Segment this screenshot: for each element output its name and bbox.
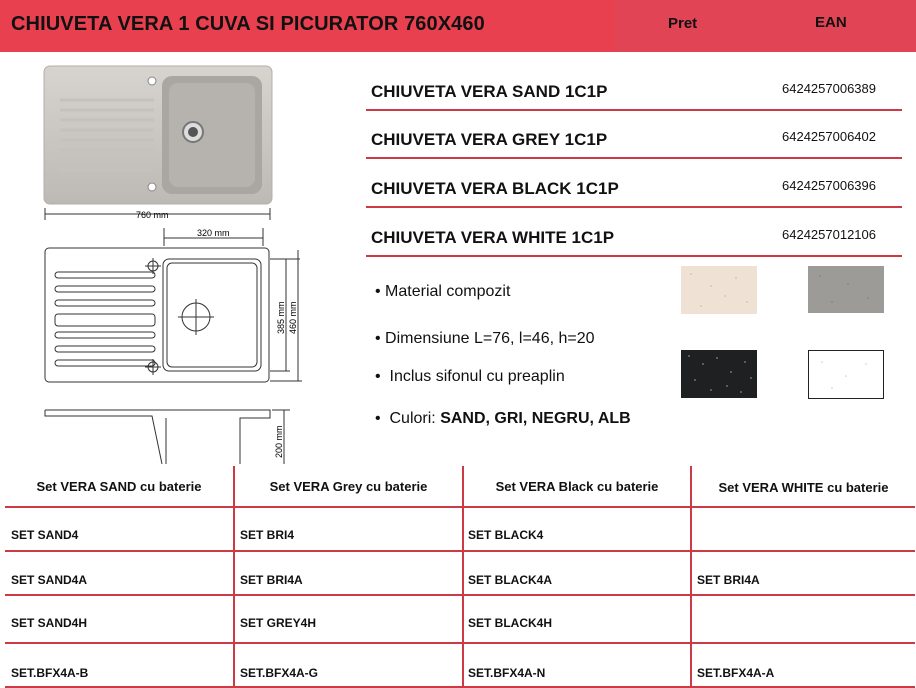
table-cell: SET.BFX4A-G — [240, 666, 319, 680]
table-divider — [462, 506, 690, 508]
swatch-white — [808, 350, 884, 399]
bowl-width-dimension-label: 320 mm — [197, 228, 230, 238]
bowl-depth-dimension-label: 385 mm — [276, 301, 286, 334]
sets-table — [5, 466, 915, 688]
product-ean: 6424257006396 — [782, 178, 876, 193]
table-cell: SET SAND4A — [11, 573, 88, 587]
table-divider — [690, 506, 915, 508]
table-header: Set VERA Grey cu baterie — [269, 479, 428, 494]
product-ean: 6424257012106 — [782, 227, 876, 242]
price-column-label: Pret — [668, 15, 698, 32]
table-header: Set VERA SAND cu baterie — [36, 479, 202, 494]
height-dimension-label: 200 mm — [274, 425, 284, 458]
technical-drawing-side-view — [40, 404, 300, 468]
product-name: CHIUVETA VERA SAND 1C1P — [371, 82, 608, 101]
product-row — [366, 61, 902, 111]
table-cell: SET GREY4H — [240, 616, 317, 630]
table-cell: SET BLACK4A — [468, 573, 553, 587]
table-cell: SET SAND4H — [11, 616, 88, 630]
header-price-column — [614, 0, 916, 52]
page-title: CHIUVETA VERA 1 CUVA SI PICURATOR 760X460 — [11, 13, 485, 35]
table-cell: SET.BFX4A-A — [697, 666, 775, 680]
table-divider — [690, 466, 692, 688]
product-name: CHIUVETA VERA BLACK 1C1P — [371, 179, 619, 198]
feature-dimensions: • Dimensiune L=76, l=46, h=20 — [375, 330, 595, 347]
product-ean: 6424257006402 — [782, 129, 876, 144]
product-row — [366, 158, 902, 208]
table-divider — [462, 466, 464, 688]
feature-colors-value: SAND, GRI, NEGRU, ALB — [440, 410, 631, 427]
technical-drawing-top-view — [40, 206, 310, 402]
feature-material: • Material compozit — [375, 283, 511, 300]
swatch-sand — [681, 266, 757, 314]
table-cell: SET.BFX4A-N — [468, 666, 546, 680]
product-name: CHIUVETA VERA GREY 1C1P — [371, 130, 608, 149]
table-header: Set VERA WHITE cu baterie — [718, 480, 889, 495]
sink-photo — [42, 64, 274, 206]
swatch-black — [681, 350, 757, 398]
product-row — [366, 109, 902, 159]
table-divider — [5, 642, 915, 644]
depth-dimension-label: 460 mm — [288, 301, 298, 334]
table-divider — [233, 466, 235, 688]
swatch-grey — [808, 266, 884, 313]
table-cell: SET BLACK4H — [468, 616, 553, 630]
product-ean: 6424257006389 — [782, 81, 876, 96]
table-cell: SET BRI4A — [240, 573, 303, 587]
feature-text: Material compozit — [385, 283, 511, 300]
table-cell: SET SAND4 — [11, 528, 79, 542]
header-bar — [0, 0, 916, 52]
table-cell: SET.BFX4A-B — [11, 666, 89, 680]
table-header: Set VERA Black cu baterie — [495, 479, 659, 494]
ean-column-label: EAN — [815, 14, 847, 31]
table-divider — [5, 594, 915, 596]
table-cell: SET BRI4A — [697, 573, 760, 587]
feature-colors: • Culori: SAND, GRI, NEGRU, ALB — [375, 410, 631, 427]
table-divider — [233, 506, 462, 508]
table-divider — [5, 506, 233, 508]
table-cell: SET BLACK4 — [468, 528, 544, 542]
feature-text: Inclus sifonul cu preaplin — [389, 368, 565, 385]
feature-text: Dimensiune L=76, l=46, h=20 — [385, 330, 595, 347]
table-divider — [5, 550, 915, 552]
table-cell: SET BRI4 — [240, 528, 295, 542]
feature-siphon: • Inclus sifonul cu preaplin — [375, 368, 565, 385]
product-name: CHIUVETA VERA WHITE 1C1P — [371, 228, 615, 247]
feature-text: Culori: — [389, 410, 436, 427]
width-dimension-label: 760 mm — [136, 210, 169, 220]
product-row — [366, 207, 902, 257]
